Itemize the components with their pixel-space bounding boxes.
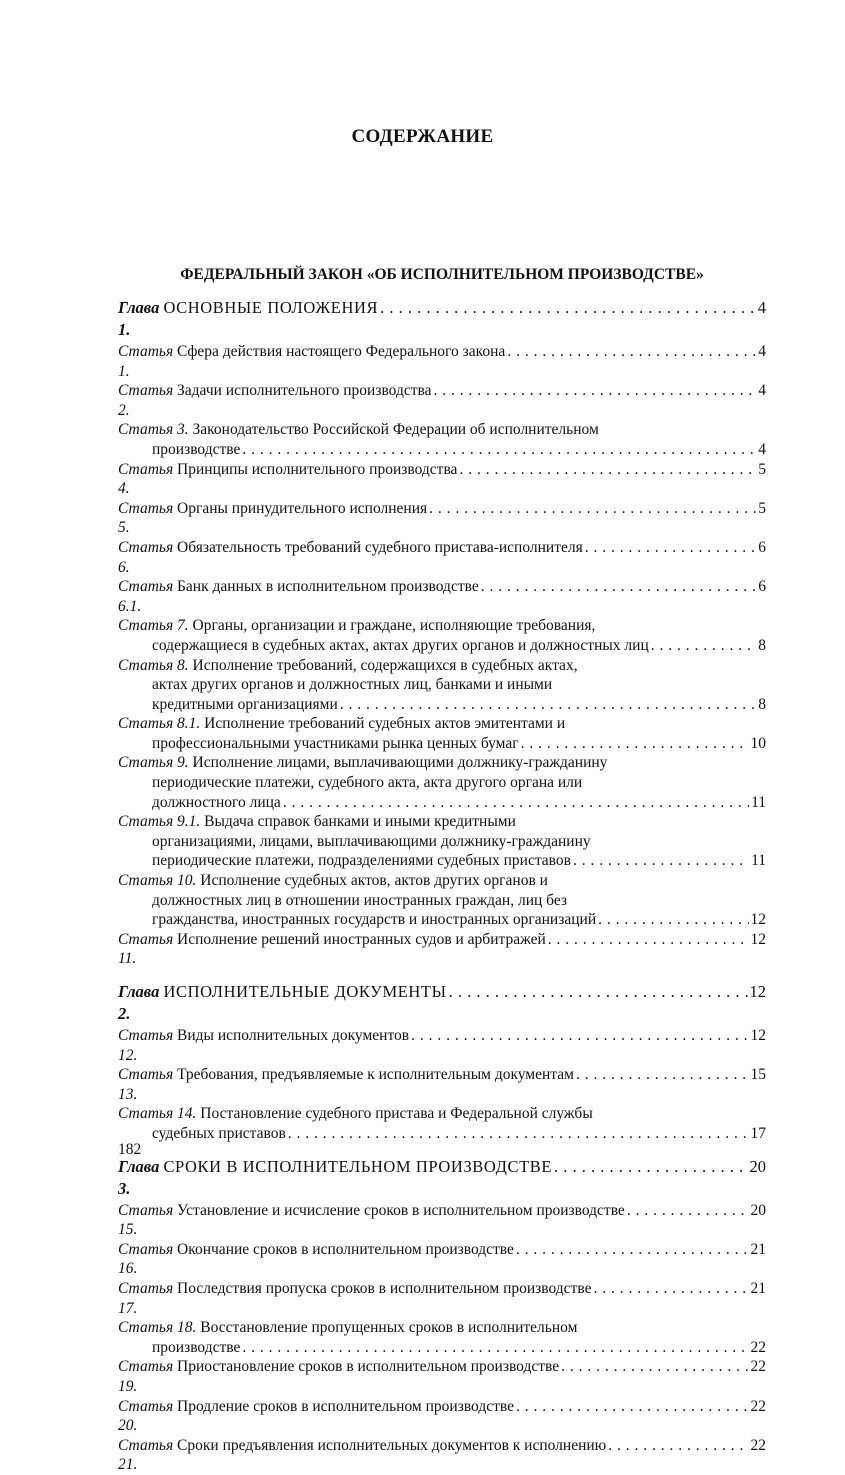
- page-number: 182: [118, 1141, 142, 1158]
- dot-leader: [242, 1338, 748, 1358]
- dot-leader: [459, 460, 756, 480]
- article-title-line: Исполнение лицами, выплачивающими должнику-гражданину: [192, 754, 608, 772]
- dot-leader: [288, 1124, 749, 1144]
- dot-leader: [429, 499, 756, 519]
- article-label: Статья 2.: [118, 382, 174, 419]
- article-title-line: Продление сроков в исполнительном производстве: [177, 1397, 514, 1415]
- article-label: Статья 10.: [118, 872, 197, 890]
- dot-leader: [449, 981, 748, 1003]
- article-title-line: Принципы исполнительного производства: [177, 460, 458, 478]
- chapter-label: Глава 1.: [118, 298, 160, 339]
- article-title-line: Приостановление сроков в исполнительном производстве: [177, 1358, 560, 1376]
- article-label: Статья 20.: [118, 1397, 174, 1435]
- toc-article[interactable]: [118, 577, 766, 616]
- article-page: 15: [750, 1066, 766, 1084]
- chapter-title: ИСПОЛНИТЕЛЬНЫЕ ДОКУМЕНТЫ: [163, 982, 447, 1001]
- toc-article[interactable]: [118, 1065, 766, 1104]
- dot-leader: [651, 636, 757, 656]
- article-title-line: периодические платежи, подразделениями судебных приставов: [152, 852, 571, 870]
- article-label: Статья 9.: [118, 754, 189, 772]
- article-page: 21: [750, 1240, 766, 1258]
- article-page: 21: [750, 1279, 766, 1297]
- toc-article[interactable]: [118, 812, 766, 871]
- article-label: Статья 3.: [118, 421, 189, 439]
- toc-article[interactable]: [118, 499, 766, 538]
- article-page: 12: [750, 911, 766, 929]
- page-title: СОДЕРЖАНИЕ: [351, 126, 494, 147]
- article-title-line: Обязательность требований судебного пристава-исполнителя: [177, 538, 583, 556]
- article-title-line: Исполнение судебных актов, актов других органов и: [200, 872, 548, 890]
- article-title-line: Законодательство Российской Федерации об исполнительном: [192, 421, 599, 439]
- dot-leader: [598, 910, 748, 930]
- toc-article[interactable]: [118, 753, 766, 812]
- dot-leader: [627, 1201, 749, 1221]
- dot-leader: [585, 538, 757, 558]
- article-label: Статья 12.: [118, 1027, 174, 1064]
- toc-article[interactable]: [118, 381, 766, 420]
- article-page: 22: [750, 1436, 766, 1454]
- toc-article[interactable]: [118, 930, 766, 969]
- article-label: Статья 11.: [118, 930, 174, 968]
- article-title-line: периодические платежи, судебного акта, акта другого органа или: [152, 774, 583, 792]
- article-page: 22: [750, 1397, 766, 1415]
- article-title-line: Выдача справок банками и иными кредитными: [204, 813, 516, 831]
- article-label: Статья 13.: [118, 1066, 174, 1103]
- article-page: 4: [758, 382, 766, 400]
- article-page: 20: [750, 1201, 766, 1219]
- toc-article[interactable]: [118, 1397, 766, 1436]
- dot-leader: [507, 342, 756, 362]
- article-page: 10: [750, 734, 766, 752]
- dot-leader: [593, 1279, 748, 1299]
- article-title-line: Задачи исполнительного производства: [177, 382, 432, 400]
- dot-leader: [283, 793, 749, 813]
- article-label: Статья 17.: [118, 1279, 174, 1317]
- toc-article[interactable]: [118, 1026, 766, 1065]
- article-title-line: Окончание сроков в исполнительном производстве: [177, 1240, 514, 1258]
- dot-leader: [340, 695, 756, 715]
- law-title: ФЕДЕРАЛЬНЫЙ ЗАКОН «ОБ ИСПОЛНИТЕЛЬНОМ ПРОИЗВОДСТВЕ»: [180, 266, 704, 283]
- article-page: 8: [758, 636, 766, 654]
- article-page: 11: [751, 793, 766, 811]
- chapter-label: Глава 2.: [118, 982, 160, 1023]
- article-title-line: актах других органов и должностных лиц, банками и иными: [152, 676, 553, 694]
- dot-leader: [576, 1065, 749, 1085]
- dot-leader: [561, 1357, 748, 1377]
- article-title-line: кредитными организациями: [152, 695, 338, 713]
- toc-article[interactable]: [118, 1240, 766, 1279]
- article-title-line: гражданства, иностранных государств и иностранных организаций: [152, 911, 597, 929]
- article-label: Статья 6.: [118, 538, 174, 576]
- article-title-line: Восстановление пропущенных сроков в исполнительном: [200, 1319, 578, 1337]
- toc-article[interactable]: [118, 1104, 766, 1143]
- dot-leader: [411, 1026, 748, 1046]
- toc-article[interactable]: [118, 420, 766, 459]
- toc-chapter[interactable]: [118, 1155, 766, 1201]
- article-page: 5: [758, 499, 766, 517]
- article-label: Статья 5.: [118, 499, 174, 537]
- toc-article[interactable]: [118, 1318, 766, 1357]
- article-label: Статья 18.: [118, 1319, 197, 1337]
- toc-article[interactable]: [118, 871, 766, 930]
- article-label: Статья 8.1.: [118, 715, 201, 733]
- dot-leader: [554, 1156, 747, 1178]
- article-title-line: производстве: [152, 1338, 241, 1356]
- article-label: Статья 15.: [118, 1201, 174, 1239]
- toc-article[interactable]: [118, 1436, 766, 1475]
- article-page: 22: [750, 1338, 766, 1356]
- article-title-line: должностного лица: [152, 793, 281, 811]
- dot-leader: [608, 1436, 748, 1456]
- dot-leader: [380, 297, 756, 319]
- toc-article[interactable]: [118, 1201, 766, 1240]
- dot-leader: [516, 1240, 749, 1260]
- dot-leader: [434, 381, 757, 401]
- dot-leader: [548, 930, 749, 950]
- chapter-title: ОСНОВНЫЕ ПОЛОЖЕНИЯ: [163, 298, 379, 317]
- dot-leader: [242, 440, 756, 460]
- article-label: Статья 21.: [118, 1436, 174, 1474]
- article-title-line: Последствия пропуска сроков в исполнительном производстве: [177, 1279, 592, 1297]
- article-title-line: Установление и исчисление сроков в исполнительном производстве: [177, 1201, 625, 1219]
- article-title-line: Органы принудительного исполнения: [177, 499, 428, 517]
- article-title-line: Сроки предъявления исполнительных документов к исполнению: [177, 1436, 607, 1454]
- chapter-page: 20: [749, 1156, 766, 1176]
- toc-article[interactable]: [118, 1279, 766, 1318]
- article-title-line: организациями, лицами, выплачивающими должнику-гражданину: [152, 832, 591, 850]
- article-title-line: Исполнение требований судебных актов эмитентами и: [204, 715, 566, 733]
- article-label: Статья 19.: [118, 1358, 174, 1395]
- toc-article[interactable]: [118, 538, 766, 577]
- toc-article[interactable]: [118, 714, 766, 753]
- article-title-line: судебных приставов: [152, 1124, 286, 1142]
- article-page: 11: [751, 852, 766, 870]
- toc-article[interactable]: [118, 616, 766, 655]
- article-title-line: Виды исполнительных документов: [177, 1027, 410, 1044]
- article-title-line: Исполнение требований, содержащихся в судебных актах,: [192, 656, 578, 674]
- article-page: 12: [750, 930, 766, 948]
- chapter-title: СРОКИ В ИСПОЛНИТЕЛЬНОМ ПРОИЗВОДСТВЕ: [163, 1156, 553, 1176]
- toc-article[interactable]: [118, 342, 766, 381]
- article-title-line: Требования, предъявляемые к исполнительным документам: [177, 1066, 574, 1084]
- article-page: 12: [750, 1027, 766, 1044]
- dot-leader: [521, 734, 749, 754]
- table-of-contents: [118, 296, 766, 1475]
- chapter-page: 12: [749, 982, 766, 1001]
- dot-leader: [516, 1397, 749, 1417]
- article-page: 6: [758, 578, 766, 596]
- article-title-line: Органы, организации и граждане, исполняющие требования,: [192, 617, 596, 635]
- toc-article[interactable]: [118, 1357, 766, 1396]
- article-title-line: Постановление судебного пристава и Федеральной службы: [200, 1105, 593, 1123]
- article-page: 6: [758, 538, 766, 556]
- article-label: Статья 14.: [118, 1105, 197, 1123]
- article-title-line: производстве: [152, 440, 241, 458]
- article-title-line: Сфера действия настоящего Федерального закона: [177, 343, 506, 360]
- chapter-label: Глава 3.: [118, 1156, 160, 1198]
- article-title-line: Банк данных в исполнительном производстве: [177, 578, 479, 596]
- toc-chapter[interactable]: [118, 980, 766, 1026]
- article-title-line: Исполнение решений иностранных судов и арбитражей: [177, 930, 546, 948]
- article-label: Статья 9.1.: [118, 813, 201, 831]
- toc-chapter[interactable]: [118, 296, 766, 342]
- article-title-line: должностных лиц в отношении иностранных граждан, лиц без: [152, 891, 568, 909]
- article-label: Статья 4.: [118, 460, 174, 498]
- article-label: Статья 1.: [118, 343, 174, 380]
- article-page: 4: [758, 440, 766, 458]
- article-page: 4: [758, 343, 766, 360]
- article-title-line: содержащиеся в судебных актах, актах других органов и должностных лиц: [152, 636, 649, 654]
- article-page: 22: [750, 1358, 766, 1376]
- article-label: Статья 8.: [118, 656, 189, 674]
- article-page: 17: [750, 1124, 766, 1142]
- toc-article[interactable]: [118, 460, 766, 499]
- chapter-page: 4: [757, 298, 766, 317]
- dot-leader: [573, 851, 749, 871]
- article-label: Статья 16.: [118, 1240, 174, 1278]
- article-title-line: профессиональными участниками рынка ценных бумаг: [152, 734, 519, 752]
- article-page: 5: [758, 460, 766, 478]
- toc-article[interactable]: [118, 656, 766, 715]
- article-label: Статья 7.: [118, 617, 189, 635]
- article-page: 8: [758, 695, 766, 713]
- dot-leader: [481, 577, 757, 597]
- article-label: Статья 6.1.: [118, 578, 174, 615]
